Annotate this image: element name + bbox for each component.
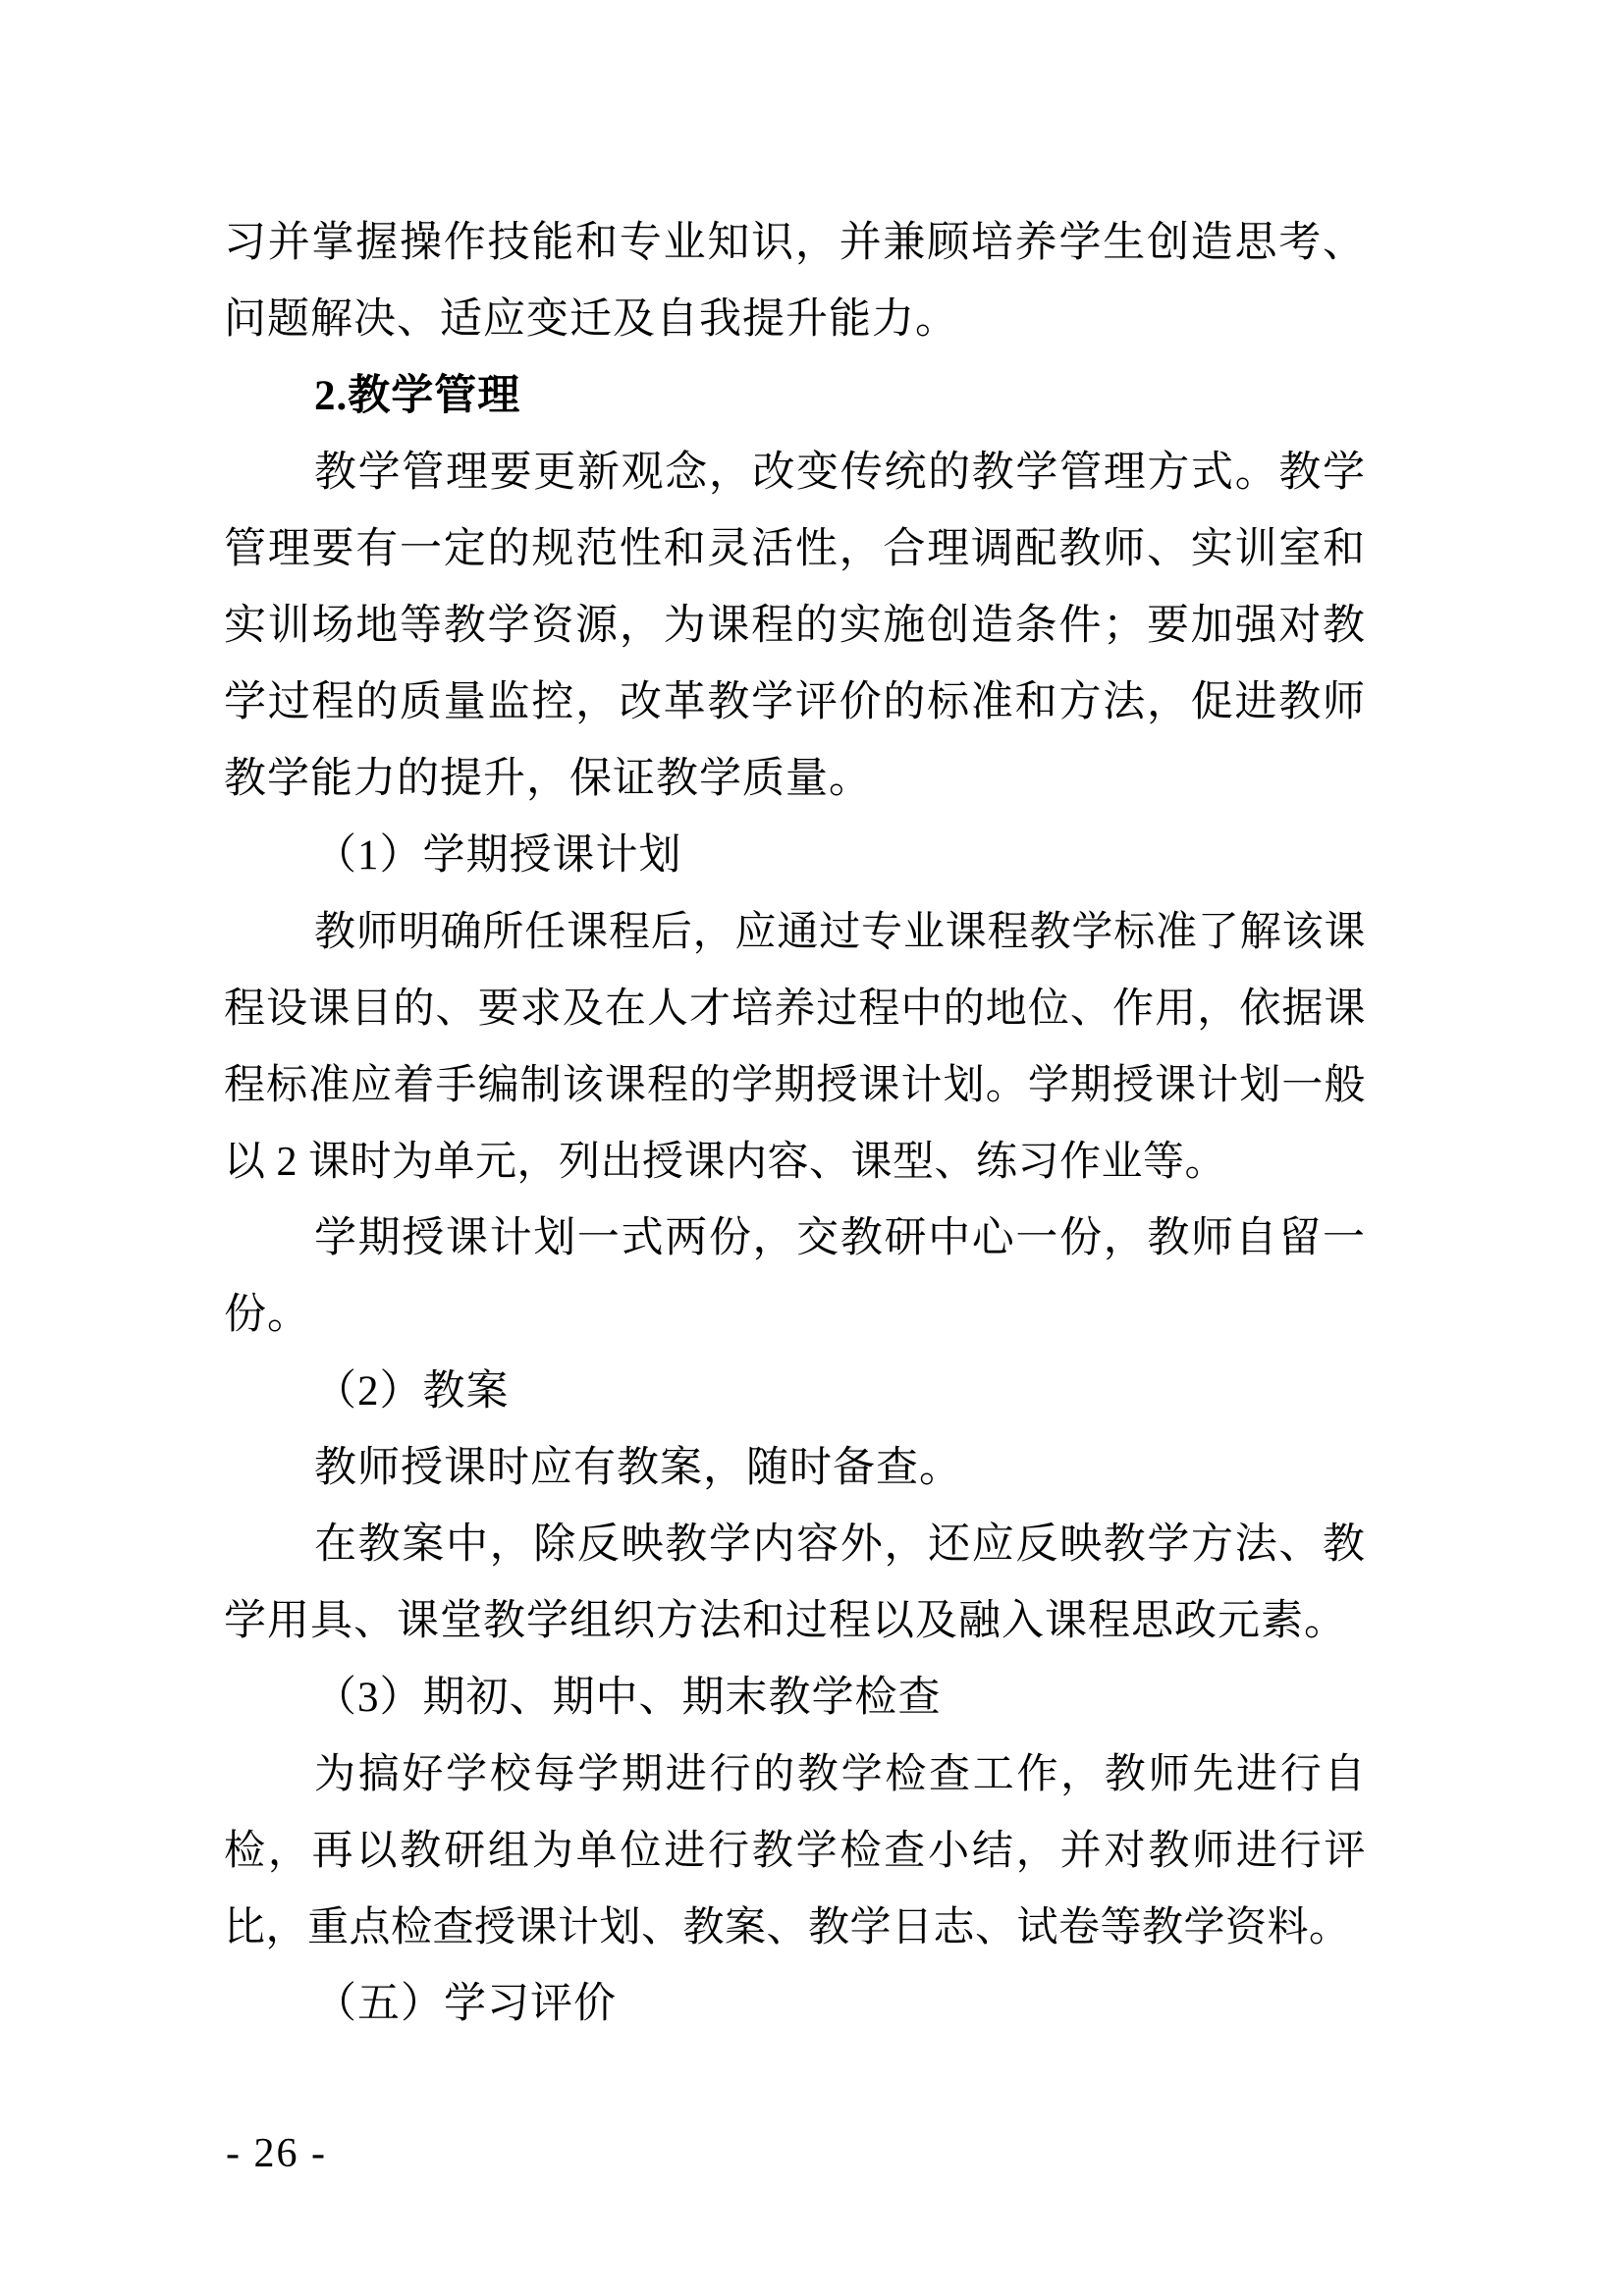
heading-2-teaching-management: 2.教学管理 bbox=[314, 373, 521, 419]
heading-5-learning-evaluation: （五）学习评价 bbox=[314, 1981, 617, 2027]
paragraph-teaching-inspection-details: 为搞好学校每学期进行的教学检查工作，教师先进行自检，再以教研组为单位进行教学检查小结，并对教师进行评比，重点检查授课计划、教案、教学日志、试卷等教学资料。 bbox=[224, 1752, 1366, 1950]
paragraph-semester-plan-details: 教师明确所任课程后，应通过专业课程教学标准了解该课程设课目的、要求及在人才培养过程中的地位、作用，依据课程标准应着手编制该课程的学期授课计划。学期授课计划一般以 2 课时为单元，列出授课内容、课型、练习作业等。 bbox=[224, 910, 1366, 1185]
subheading-3-term-teaching-inspection: （3）期初、期中、期末教学检查 bbox=[314, 1675, 942, 1721]
subheading-1-semester-teaching-plan: （1）学期授课计划 bbox=[314, 832, 682, 879]
paragraph-lesson-plan-content: 在教案中，除反映教学内容外，还应反映教学方法、教学用具、课堂教学组织方法和过程以及融入课程思政元素。 bbox=[224, 1522, 1366, 1644]
page-number: - 26 - bbox=[226, 2131, 327, 2176]
paragraph-teaching-management-overview: 教学管理要更新观念，改变传统的教学管理方式。教学管理要有一定的规范性和灵活性，合理调配教师、实训室和实训场地等教学资源，为课程的实施创造条件；要加强对教学过程的质量监控，改革教学评价的标准和方法，促进教师教学能力的提升，保证教学质量。 bbox=[224, 450, 1366, 802]
paragraph-lesson-plan-requirement: 教师授课时应有教案，随时备查。 bbox=[314, 1445, 962, 1491]
paragraph-semester-plan-copies: 学期授课计划一式两份，交教研中心一份，教师自留一份。 bbox=[224, 1215, 1366, 1338]
subheading-2-lesson-plan: （2）教案 bbox=[314, 1368, 510, 1415]
paragraph-continued-from-previous-page: 习并掌握操作技能和专业知识，并兼顾培养学生创造思考、问题解决、适应变迁及自我提升能力。 bbox=[224, 220, 1366, 343]
document-body bbox=[224, 205, 1366, 2043]
